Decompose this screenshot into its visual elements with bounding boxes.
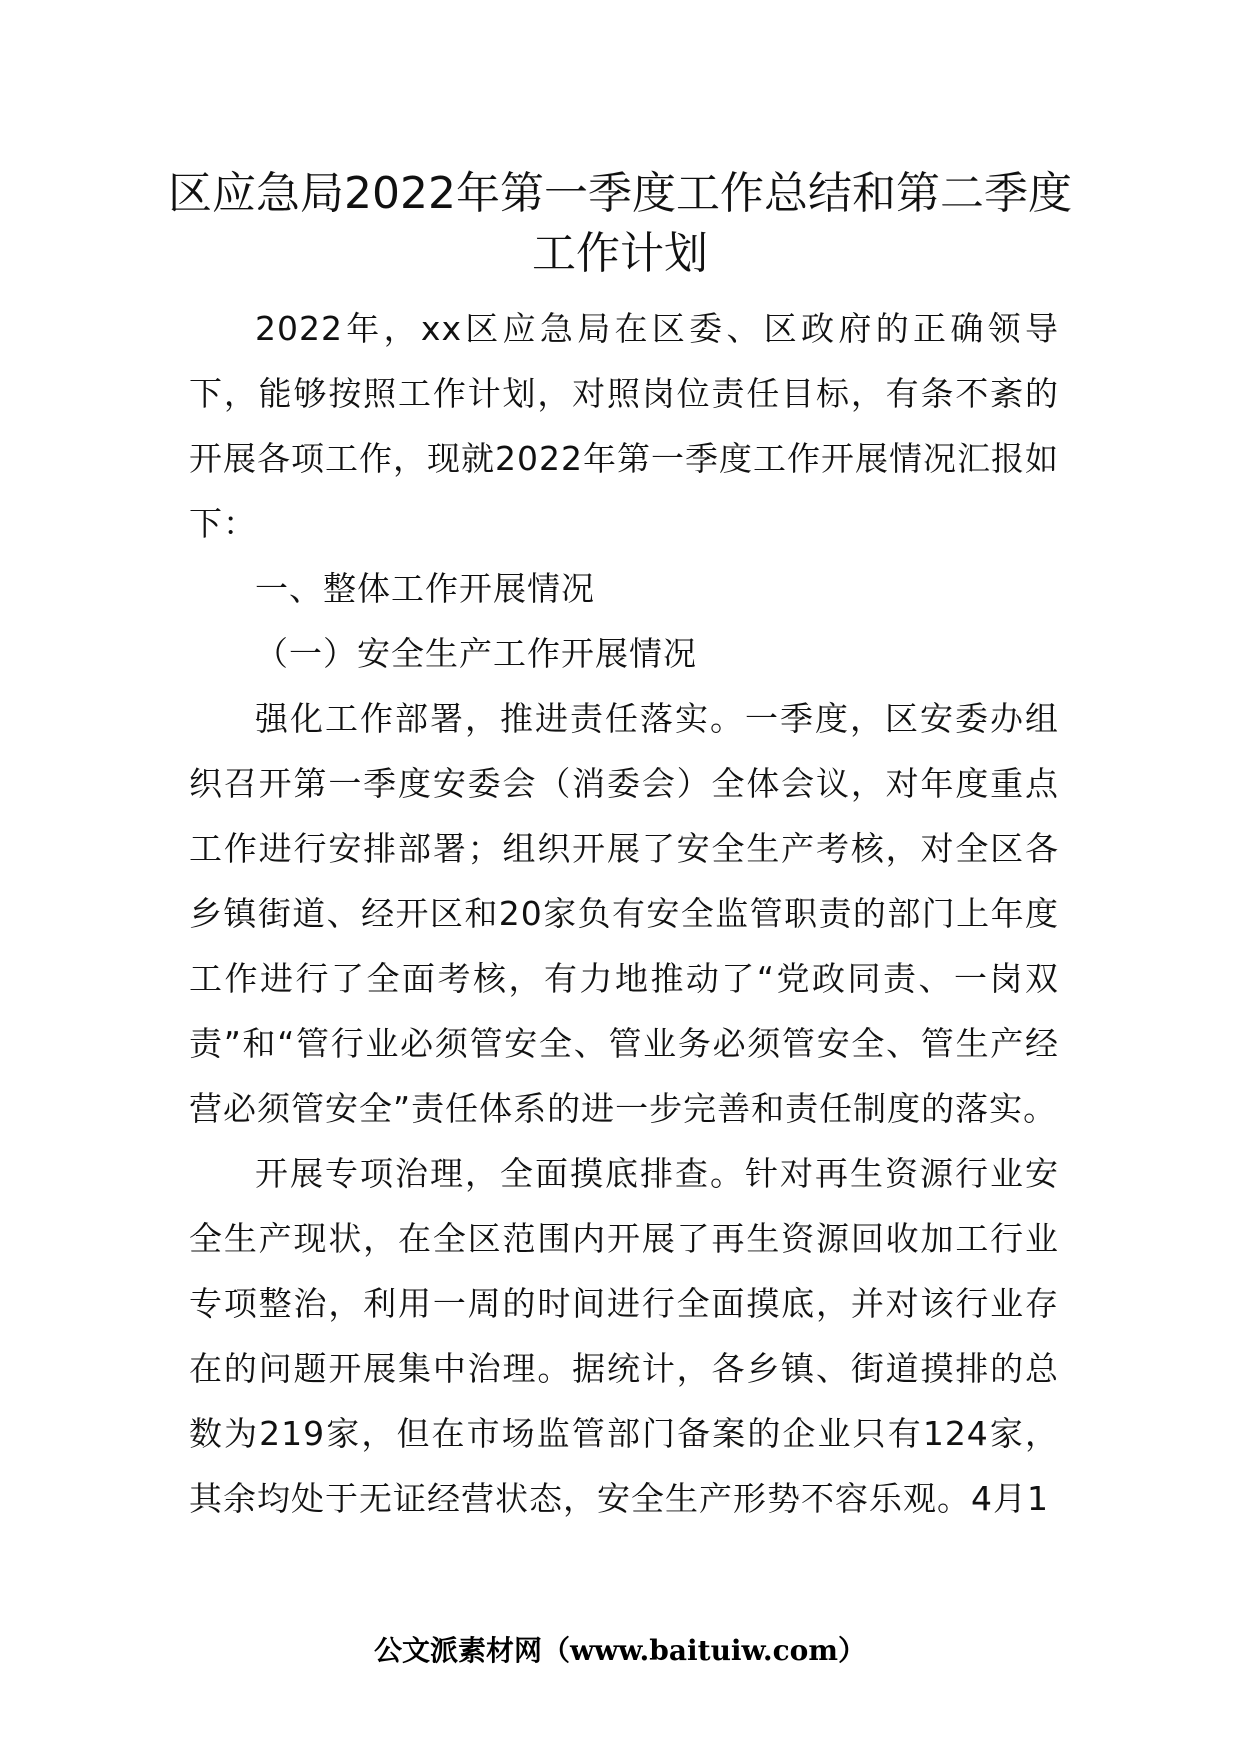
paragraph-intro: 2022年，xx区应急局在区委、区政府的正确领导下，能够按照工作计划，对照岗位责任目标，有条不紊的开展各项工作，现就2022年第一季度工作开展情况汇报如下： [189, 309, 1059, 543]
paragraph-responsibility: 强化工作部署，推进责任落实。一季度，区安委办组织召开第一季度安委会（消委会）全体会议，对年度重点工作进行安排部署；组织开展了安全生产考核，对全区各乡镇街道、经开区和20家负有安全监管职责的部门上年度工作进行了全面考核，有力地推动了“党政同责、一岗双责”和“管行业必须管安全、管业务必须管安全、管生产经营必须管安全”责任体系的进一步完善和责任制度的落实。 [189, 699, 1059, 1128]
subsection-heading: （一）安全生产工作开展情况 [255, 634, 697, 673]
paragraph-special-governance: 开展专项治理，全面摸底排查。针对再生资源行业安全生产现状，在全区范围内开展了再生资源回收加工行业专项整治，利用一周的时间进行全面摸底，并对该行业存在的问题开展集中治理。据统计，各乡镇、街道摸排的总数为219家，但在市场监管部门备案的企业只有124家，其余均处于无证经营状态，安全生产形势不容乐观。4月1 [189, 1154, 1059, 1518]
document-body [189, 296, 1059, 1531]
document-title: 区应急局2022年第一季度工作总结和第二季度工作计划 [168, 168, 1072, 279]
section-heading: 一、整体工作开展情况 [255, 569, 595, 608]
watermark-footer: 公文派素材网（www.baituiw.com） [374, 1634, 866, 1667]
